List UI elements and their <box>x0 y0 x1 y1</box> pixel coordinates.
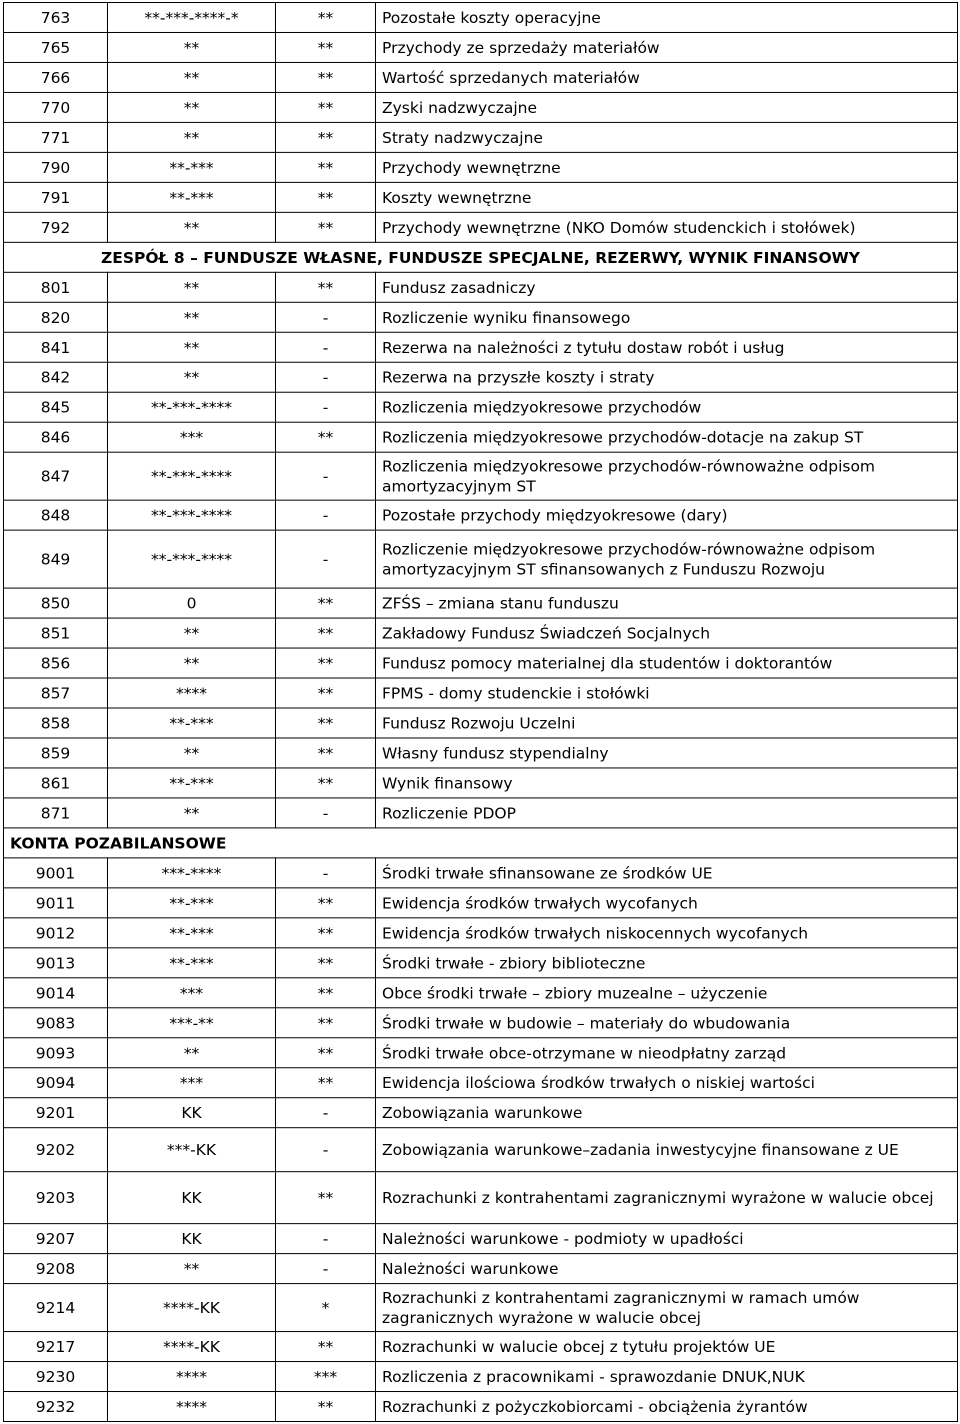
table-row <box>4 1224 958 1254</box>
subaccount-mask: - <box>276 332 376 362</box>
account-number: 9013 <box>4 948 108 978</box>
account-number: 9094 <box>4 1068 108 1098</box>
account-number: 792 <box>4 212 108 242</box>
account-number: 859 <box>4 738 108 768</box>
subaccount-mask: ** <box>276 768 376 798</box>
account-name: Rozliczenie PDOP <box>376 798 958 828</box>
account-number: 766 <box>4 62 108 92</box>
account-number: 9202 <box>4 1128 108 1172</box>
account-name: Przychody ze sprzedaży materiałów <box>376 32 958 62</box>
table-row <box>4 362 958 392</box>
analytics-mask: *** <box>108 978 276 1008</box>
account-name: Fundusz pomocy materialnej dla studentów i doktorantów <box>376 648 958 678</box>
account-name: Ewidencja środków trwałych wycofanych <box>376 888 958 918</box>
account-number: 771 <box>4 122 108 152</box>
account-number: 856 <box>4 648 108 678</box>
account-number: 851 <box>4 618 108 648</box>
account-name: Rozliczenia międzyokresowe przychodów-dotacje na zakup ST <box>376 422 958 452</box>
analytics-mask: ***-KK <box>108 1128 276 1172</box>
account-number: 820 <box>4 302 108 332</box>
analytics-mask: ** <box>108 738 276 768</box>
analytics-mask: ** <box>108 1038 276 1068</box>
account-name: Pozostałe koszty operacyjne <box>376 2 958 32</box>
table-row <box>4 122 958 152</box>
account-number: 9217 <box>4 1332 108 1362</box>
subaccount-mask: ** <box>276 122 376 152</box>
subaccount-mask: ** <box>276 422 376 452</box>
account-number: 801 <box>4 272 108 302</box>
account-name: Środki trwałe sfinansowane ze środków UE <box>376 858 958 888</box>
table-row <box>4 530 958 588</box>
analytics-mask: **-*** <box>108 918 276 948</box>
subaccount-mask: - <box>276 858 376 888</box>
account-number: 9012 <box>4 918 108 948</box>
subaccount-mask: ** <box>276 182 376 212</box>
account-name: Fundusz zasadniczy <box>376 272 958 302</box>
analytics-mask: **-*** <box>108 152 276 182</box>
subaccount-mask: ** <box>276 32 376 62</box>
subaccount-mask: - <box>276 798 376 828</box>
table-row <box>4 1068 958 1098</box>
table-row <box>4 978 958 1008</box>
analytics-mask: ** <box>108 62 276 92</box>
subaccount-mask: ** <box>276 92 376 122</box>
subaccount-mask: - <box>276 1224 376 1254</box>
account-number: 790 <box>4 152 108 182</box>
account-name: Rozliczenia międzyokresowe przychodów-równoważne odpisom amortyzacyjnym ST <box>376 452 958 500</box>
table-row <box>4 678 958 708</box>
analytics-mask: **-*** <box>108 182 276 212</box>
subaccount-mask: ** <box>276 738 376 768</box>
subaccount-mask: - <box>276 302 376 332</box>
account-name: Środki trwałe obce-otrzymane w nieodpłatny zarząd <box>376 1038 958 1068</box>
account-name: Przychody wewnętrzne (NKO Domów studenckich i stołówek) <box>376 212 958 242</box>
account-number: 845 <box>4 392 108 422</box>
subaccount-mask: *** <box>276 1362 376 1392</box>
table-row <box>4 272 958 302</box>
table-row <box>4 302 958 332</box>
subaccount-mask: ** <box>276 2 376 32</box>
account-name: Rozrachunki w walucie obcej z tytułu projektów UE <box>376 1332 958 1362</box>
analytics-mask: **-*** <box>108 888 276 918</box>
analytics-mask: **-***-**** <box>108 500 276 530</box>
table-row <box>4 1008 958 1038</box>
subaccount-mask: ** <box>276 1008 376 1038</box>
table-row <box>4 1038 958 1068</box>
account-name: Rezerwa na należności z tytułu dostaw robót i usług <box>376 332 958 362</box>
subaccount-mask: ** <box>276 588 376 618</box>
subaccount-mask: - <box>276 392 376 422</box>
account-name: Rezerwa na przyszłe koszty i straty <box>376 362 958 392</box>
subaccount-mask: - <box>276 500 376 530</box>
subaccount-mask: ** <box>276 62 376 92</box>
account-number: 861 <box>4 768 108 798</box>
table-row <box>4 1392 958 1422</box>
account-name: Rozliczenie międzyokresowe przychodów-równoważne odpisom amortyzacyjnym ST sfinansowanych z Funduszu Rozwoju <box>376 530 958 588</box>
account-name: Ewidencja ilościowa środków trwałych o niskiej wartości <box>376 1068 958 1098</box>
account-number: 791 <box>4 182 108 212</box>
account-number: 849 <box>4 530 108 588</box>
analytics-mask: **** <box>108 1392 276 1422</box>
table-row <box>4 798 958 828</box>
account-number: 848 <box>4 500 108 530</box>
account-number: 9230 <box>4 1362 108 1392</box>
analytics-mask: ** <box>108 362 276 392</box>
account-name: Obce środki trwałe – zbiory muzealne – użyczenie <box>376 978 958 1008</box>
analytics-mask: ** <box>108 1254 276 1284</box>
table-row <box>4 1128 958 1172</box>
account-number: 841 <box>4 332 108 362</box>
analytics-mask: ** <box>108 92 276 122</box>
subaccount-mask: ** <box>276 948 376 978</box>
subaccount-mask: ** <box>276 618 376 648</box>
subaccount-mask: - <box>276 1098 376 1128</box>
accounts-document <box>3 2 957 1422</box>
account-name: Zyski nadzwyczajne <box>376 92 958 122</box>
analytics-mask: ** <box>108 272 276 302</box>
account-name: Środki trwałe w budowie – materiały do wbudowania <box>376 1008 958 1038</box>
account-number: 765 <box>4 32 108 62</box>
table-row <box>4 858 958 888</box>
account-name: Zakładowy Fundusz Świadczeń Socjalnych <box>376 618 958 648</box>
account-number: 763 <box>4 2 108 32</box>
section-header-row <box>4 242 958 272</box>
account-number: 9201 <box>4 1098 108 1128</box>
analytics-mask: **-***-**** <box>108 452 276 500</box>
account-name: Własny fundusz stypendialny <box>376 738 958 768</box>
account-number: 842 <box>4 362 108 392</box>
analytics-mask: ****-KK <box>108 1332 276 1362</box>
account-number: 846 <box>4 422 108 452</box>
subaccount-mask: - <box>276 1254 376 1284</box>
subaccount-mask: ** <box>276 648 376 678</box>
section-title: KONTA POZABILANSOWE <box>4 828 958 858</box>
analytics-mask: KK <box>108 1224 276 1254</box>
subaccount-mask: ** <box>276 1038 376 1068</box>
analytics-mask: *** <box>108 1068 276 1098</box>
account-number: 9083 <box>4 1008 108 1038</box>
account-number: 847 <box>4 452 108 500</box>
account-name: Rozrachunki z kontrahentami zagranicznymi wyrażone w walucie obcej <box>376 1172 958 1224</box>
account-name: Rozliczenia z pracownikami - sprawozdanie DNUK,NUK <box>376 1362 958 1392</box>
table-row <box>4 62 958 92</box>
analytics-mask: **-***-**** <box>108 392 276 422</box>
subaccount-mask: ** <box>276 272 376 302</box>
table-row <box>4 888 958 918</box>
table-row <box>4 708 958 738</box>
subaccount-mask: ** <box>276 212 376 242</box>
account-name: Środki trwałe - zbiory biblioteczne <box>376 948 958 978</box>
account-name: Ewidencja środków trwałych niskocennych wycofanych <box>376 918 958 948</box>
analytics-mask: **-***-**** <box>108 530 276 588</box>
account-name: Koszty wewnętrzne <box>376 182 958 212</box>
subaccount-mask: - <box>276 452 376 500</box>
account-name: Przychody wewnętrzne <box>376 152 958 182</box>
table-row <box>4 500 958 530</box>
table-row <box>4 918 958 948</box>
subaccount-mask: ** <box>276 888 376 918</box>
table-row <box>4 332 958 362</box>
chart-of-accounts-table <box>3 2 958 1422</box>
account-name: FPMS - domy studenckie i stołówki <box>376 678 958 708</box>
account-name: Zobowiązania warunkowe–zadania inwestycyjne finansowane z UE <box>376 1128 958 1172</box>
account-number: 857 <box>4 678 108 708</box>
table-row <box>4 1362 958 1392</box>
analytics-mask: ** <box>108 302 276 332</box>
subaccount-mask: ** <box>276 918 376 948</box>
analytics-mask: **-*** <box>108 948 276 978</box>
table-row <box>4 422 958 452</box>
account-name: Rozrachunki z pożyczkobiorcami - obciążenia żyrantów <box>376 1392 958 1422</box>
table-row <box>4 1254 958 1284</box>
account-name: Rozrachunki z kontrahentami zagranicznymi w ramach umów zagranicznych wyrażone w walucie obcej <box>376 1284 958 1332</box>
table-row <box>4 1098 958 1128</box>
account-name: Zobowiązania warunkowe <box>376 1098 958 1128</box>
account-number: 9203 <box>4 1172 108 1224</box>
account-number: 9001 <box>4 858 108 888</box>
subaccount-mask: ** <box>276 1172 376 1224</box>
table-row <box>4 948 958 978</box>
account-name: Wynik finansowy <box>376 768 958 798</box>
account-number: 770 <box>4 92 108 122</box>
subaccount-mask: - <box>276 530 376 588</box>
subaccount-mask: ** <box>276 152 376 182</box>
account-name: Fundusz Rozwoju Uczelni <box>376 708 958 738</box>
account-name: Należności warunkowe - podmioty w upadłości <box>376 1224 958 1254</box>
account-number: 9011 <box>4 888 108 918</box>
analytics-mask: KK <box>108 1172 276 1224</box>
analytics-mask: ***-** <box>108 1008 276 1038</box>
account-name: Straty nadzwyczajne <box>376 122 958 152</box>
analytics-mask: ** <box>108 618 276 648</box>
section-title: ZESPÓŁ 8 – FUNDUSZE WŁASNE, FUNDUSZE SPECJALNE, REZERWY, WYNIK FINANSOWY <box>4 242 958 272</box>
analytics-mask: ** <box>108 122 276 152</box>
subaccount-mask: ** <box>276 1068 376 1098</box>
account-number: 9207 <box>4 1224 108 1254</box>
table-row <box>4 1284 958 1332</box>
account-number: 850 <box>4 588 108 618</box>
table-row <box>4 392 958 422</box>
analytics-mask: ** <box>108 332 276 362</box>
subaccount-mask: * <box>276 1284 376 1332</box>
analytics-mask: **** <box>108 1362 276 1392</box>
account-number: 858 <box>4 708 108 738</box>
table-row <box>4 1332 958 1362</box>
analytics-mask: ****-KK <box>108 1284 276 1332</box>
analytics-mask: ** <box>108 648 276 678</box>
analytics-mask: **** <box>108 678 276 708</box>
table-row <box>4 152 958 182</box>
analytics-mask: ***-**** <box>108 858 276 888</box>
account-name: Pozostałe przychody międzyokresowe (dary) <box>376 500 958 530</box>
analytics-mask: *** <box>108 422 276 452</box>
analytics-mask: ** <box>108 798 276 828</box>
table-row <box>4 618 958 648</box>
analytics-mask: KK <box>108 1098 276 1128</box>
analytics-mask: 0 <box>108 588 276 618</box>
table-row <box>4 212 958 242</box>
section-header-row <box>4 828 958 858</box>
account-name: Rozliczenie wyniku finansowego <box>376 302 958 332</box>
table-row <box>4 182 958 212</box>
subaccount-mask: ** <box>276 978 376 1008</box>
account-number: 9232 <box>4 1392 108 1422</box>
table-row <box>4 768 958 798</box>
table-row <box>4 588 958 618</box>
analytics-mask: **-*** <box>108 708 276 738</box>
account-name: Należności warunkowe <box>376 1254 958 1284</box>
table-row <box>4 648 958 678</box>
subaccount-mask: ** <box>276 708 376 738</box>
analytics-mask: ** <box>108 212 276 242</box>
account-number: 9093 <box>4 1038 108 1068</box>
subaccount-mask: ** <box>276 678 376 708</box>
account-name: Rozliczenia międzyokresowe przychodów <box>376 392 958 422</box>
analytics-mask: **-***-****-* <box>108 2 276 32</box>
table-row <box>4 1172 958 1224</box>
analytics-mask: **-*** <box>108 768 276 798</box>
table-row <box>4 92 958 122</box>
account-name: ZFŚS – zmiana stanu funduszu <box>376 588 958 618</box>
table-row <box>4 738 958 768</box>
account-number: 9214 <box>4 1284 108 1332</box>
subaccount-mask: - <box>276 362 376 392</box>
subaccount-mask: ** <box>276 1332 376 1362</box>
table-row <box>4 32 958 62</box>
table-row <box>4 2 958 32</box>
analytics-mask: ** <box>108 32 276 62</box>
account-number: 871 <box>4 798 108 828</box>
table-row <box>4 452 958 500</box>
subaccount-mask: ** <box>276 1392 376 1422</box>
account-number: 9208 <box>4 1254 108 1284</box>
account-number: 9014 <box>4 978 108 1008</box>
account-name: Wartość sprzedanych materiałów <box>376 62 958 92</box>
subaccount-mask: - <box>276 1128 376 1172</box>
